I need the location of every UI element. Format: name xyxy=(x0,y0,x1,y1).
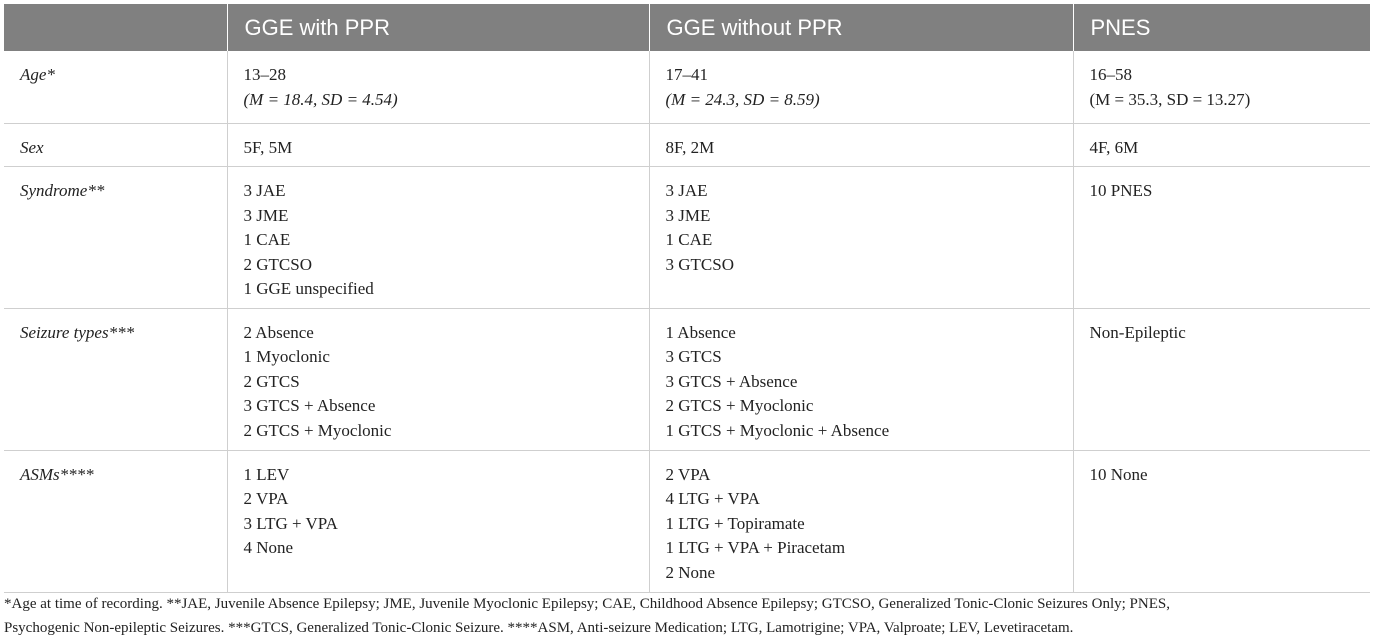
row-label-asms: ASMs**** xyxy=(4,450,227,592)
list-item: 1 Myoclonic xyxy=(243,347,330,366)
row-label-age: Age* xyxy=(4,51,227,123)
list-item: 3 LTG + VPA xyxy=(243,513,338,533)
cell-seizure-pnes xyxy=(1073,308,1370,450)
list-item: 3 JME xyxy=(665,205,711,225)
list-item: 2 None xyxy=(665,562,716,582)
age-range: 13–28 xyxy=(243,65,286,84)
header-gge-with-ppr: GGE with PPR xyxy=(227,4,649,51)
list-item: 1 CAE xyxy=(665,230,713,249)
list-item: 2 VPA xyxy=(665,464,711,484)
list-item: 1 LTG + Topiramate xyxy=(665,513,805,533)
list-item: 3 GTCSO xyxy=(665,254,734,274)
list-item: 4 LTG + VPA xyxy=(665,489,760,508)
cell-asms-gge-ppr xyxy=(227,450,649,592)
list-item: 1 GGE unspecified xyxy=(243,279,374,298)
age-range: 17–41 xyxy=(665,65,708,84)
cell-sex-pnes: 4F, 6M xyxy=(1073,123,1370,167)
footnote-line-2: Psychogenic Non-epileptic Seizures. ***GTCS, Generalized Tonic-Clonic Seizure. ****ASM, Anti-seizure Medication; LTG, Lamotrigine; VPA, Valproate; LEV, Levetiracetam. xyxy=(4,620,1074,636)
age-stats: (M = 35.3, SD = 13.27) xyxy=(1089,89,1251,109)
list-item: 2 VPA xyxy=(243,489,289,508)
row-age xyxy=(4,51,1370,123)
cell-sex-gge-no-ppr: 8F, 2M xyxy=(649,123,1073,167)
row-seizure-types xyxy=(4,308,1370,450)
age-range: 16–58 xyxy=(1089,65,1132,84)
list-item: 2 Absence xyxy=(243,322,314,342)
cell-sex-gge-ppr: 5F, 5M xyxy=(227,123,649,167)
row-label-seizure-types: Seizure types*** xyxy=(4,308,227,450)
row-label-sex: Sex xyxy=(4,123,227,167)
cell-syndrome-gge-no-ppr xyxy=(649,167,1073,309)
row-sex xyxy=(4,123,1370,167)
cell-syndrome-pnes xyxy=(1073,167,1370,309)
cell-age-gge-no-ppr xyxy=(649,51,1073,123)
row-asms xyxy=(4,450,1370,592)
list-item: 1 LEV xyxy=(243,464,290,484)
cell-syndrome-gge-ppr xyxy=(227,167,649,309)
row-label-syndrome: Syndrome** xyxy=(4,167,227,309)
cell-asms-gge-no-ppr xyxy=(649,450,1073,592)
list-item: 3 GTCS + Absence xyxy=(665,371,798,391)
list-item: 1 LTG + VPA + Piracetam xyxy=(665,538,846,557)
age-stats: (M = 24.3, SD = 8.59) xyxy=(665,89,820,109)
list-item: 4 None xyxy=(243,538,294,557)
list-item: 10 None xyxy=(1089,464,1148,484)
header-row xyxy=(4,4,1370,51)
footnote-line-1: *Age at time of recording. **JAE, Juvenile Absence Epilepsy; JME, Juvenile Myoclonic Epilepsy; CAE, Childhood Absence Epilepsy; GTCSO, Generalized Tonic-Clonic Seizures Only; PNES, xyxy=(4,596,1170,612)
list-item: 10 PNES xyxy=(1089,181,1153,200)
list-item: 1 CAE xyxy=(243,230,291,249)
age-stats: (M = 18.4, SD = 4.54) xyxy=(243,89,398,109)
list-item: 1 Absence xyxy=(665,322,736,342)
list-item: 3 GTCS xyxy=(665,347,722,366)
cell-asms-pnes xyxy=(1073,450,1370,592)
header-empty xyxy=(4,4,227,51)
cell-seizure-gge-ppr xyxy=(227,308,649,450)
table-footnote xyxy=(4,592,1370,640)
header-gge-without-ppr: GGE without PPR xyxy=(649,4,1073,51)
row-syndrome xyxy=(4,167,1370,309)
list-item: Non-Epileptic xyxy=(1089,322,1186,342)
cell-age-gge-ppr xyxy=(227,51,649,123)
list-item: 2 GTCSO xyxy=(243,254,312,274)
cell-seizure-gge-no-ppr xyxy=(649,308,1073,450)
list-item: 3 JAE xyxy=(243,181,286,200)
list-item: 3 JME xyxy=(243,205,289,225)
cell-age-pnes xyxy=(1073,51,1370,123)
list-item: 1 GTCS + Myoclonic + Absence xyxy=(665,420,890,440)
list-item: 2 GTCS xyxy=(243,371,300,391)
header-pnes: PNES xyxy=(1073,4,1370,51)
list-item: 2 GTCS + Myoclonic xyxy=(665,396,814,415)
list-item: 3 JAE xyxy=(665,181,708,200)
list-item: 3 GTCS + Absence xyxy=(243,396,376,415)
demographics-table xyxy=(4,4,1370,593)
list-item: 2 GTCS + Myoclonic xyxy=(243,420,392,440)
